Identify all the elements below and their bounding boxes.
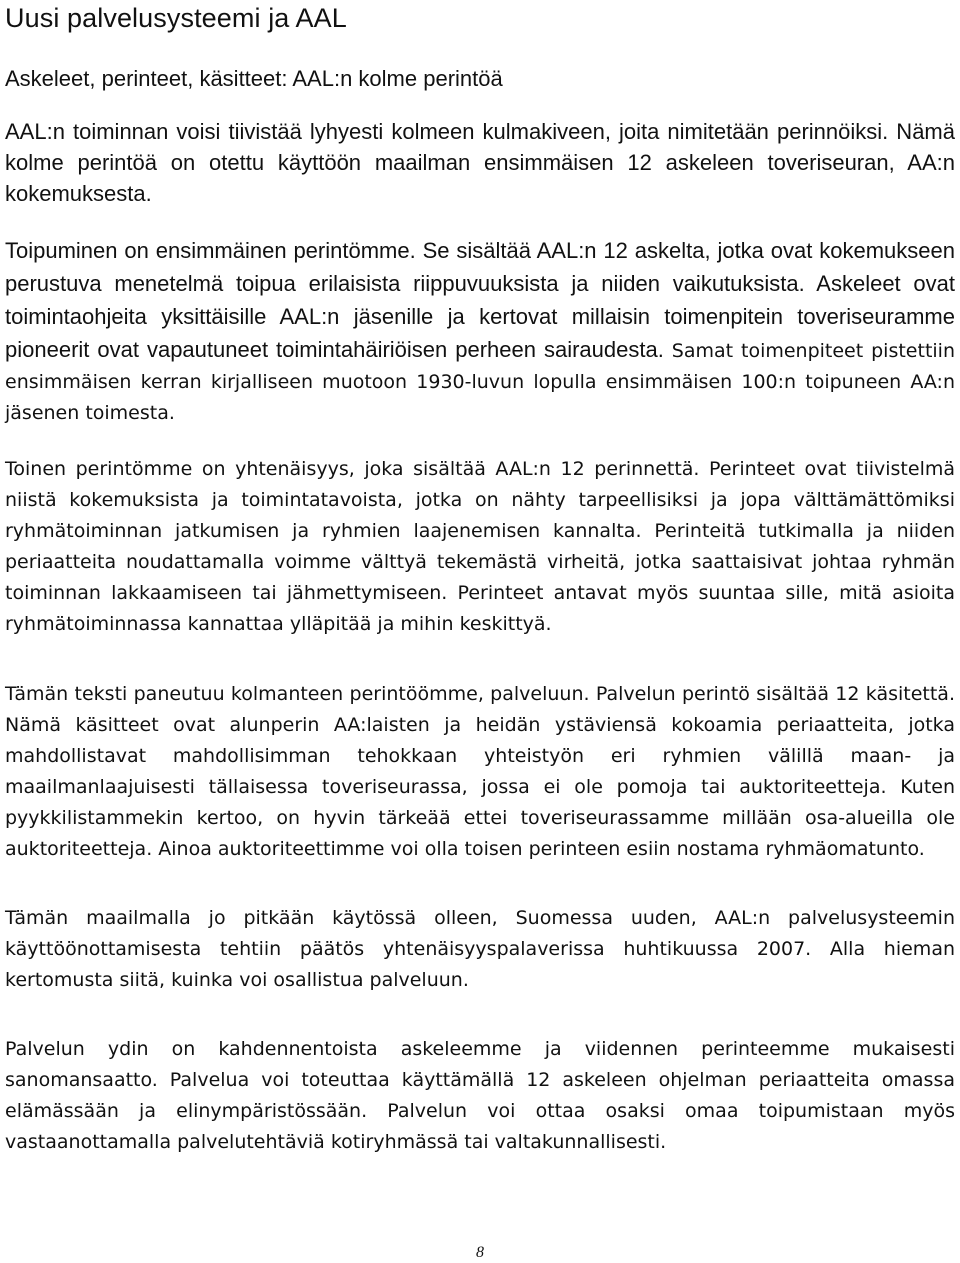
section-heading: Askeleet, perinteet, käsitteet: AAL:n kolme perintöä — [5, 66, 503, 91]
intro-paragraph: AAL:n toiminnan voisi tiivistää lyhyesti kolmeen kulmakiveen, joita nimitetään perinnöiksi. Nämä kolme perintöä on otettu käyttöön maailman ensimmäisen 12 askeleen toveriseuran, AA:n kokemuksesta. — [5, 119, 955, 206]
recovery-paragraph-rest: Samat toimenpiteet pistettiin ensimmäisen kerran kirjalliseen muotoon 1930-luvun lopulla ensimmäisen 100:n toipuneen AA:n jäsenen toimesta. — [5, 340, 955, 424]
new-service-system-paragraph: Tämän maailmalla jo pitkään käytössä olleen, Suomessa uuden, AAL:n palvelusysteemin käyttöönottamisesta tehtiin päätös yhtenäisyyspalaverissa huhtikuussa 2007. Alla hieman kertomusta siitä, kuinka voi osallistua palveluun. — [5, 907, 955, 991]
page-title: Uusi palvelusysteemi ja AAL — [5, 3, 347, 33]
document-page — [5, 0, 955, 1158]
page-number: 8 — [476, 1244, 484, 1261]
recovery-paragraph — [5, 235, 955, 429]
service-heritage-paragraph: Tämän teksti paneutuu kolmanteen perintöömme, palveluun. Palvelun perintö sisältää 12 käsitettä. Nämä käsitteet ovat alunperin AA:laisten ja heidän ystäviensä kokoamia periaatteita, jotka mahdollistavat mahdollisimman tehokkaan yhteistyön eri ryhmien välillä maan- ja maailmanlaajuisesti tällaisessa toveriseurassa, jossa ei ole pomoja tai auktoriteetteja. Kuten pyykkilistammekin kertoo, on hyvin tärkeää ettei toveriseurassamme millään osa-alueilla ole auktoriteetteja. Ainoa auktoriteettimme voi olla toisen perinteen esiin nostama ryhmäomatunto. — [5, 683, 955, 860]
service-core-paragraph: Palvelun ydin on kahdennentoista askeleemme ja viidennen perinteemme mukaisesti sanomansaatto. Palvelua voi toteuttaa käyttämällä 12 askeleen ohjelman periaatteita omassa elämässään ja elinympäristössään. Palvelun voi ottaa osaksi omaa toipumistaan myös vastaanottamalla palvelutehtäviä kotiryhmässä tai valtakunnallisesti. — [5, 1038, 955, 1153]
unity-paragraph: Toinen perintömme on yhtenäisyys, joka sisältää AAL:n 12 perinnettä. Perinteet ovat tiivistelmä niistä kokemuksista ja toimintatavoista, jotka on nähty tarpeellisiksi ja jopa välttämättömiksi ryhmätoiminnan jatkumisen ja ryhmien laajenemisen kannalta. Perinteitä tutkimalla ja niiden periaatteita noudattamalla voimme välttyä tekemästä virheitä, jotka saattaisivat johtaa ryhmän toiminnan lakkaamiseen tai jähmettymiseen. Perinteet antavat myös suuntaa sille, mitä asioita ryhmätoiminnassa kannattaa ylläpitää ja mihin keskittyä. — [5, 458, 955, 635]
recovery-paragraph-lead: Toipuminen on ensimmäinen perintömme. Se sisältää AAL:n 12 askelta, jotka ovat kokemukseen perustuva menetelmä toipua erilaisista riippuvuuksista ja niiden vaikutuksista. Askeleet ovat toimintaohjeita yksittäisille AAL:n jäsenille ja kertovat millaisin toimenpitein toveriseuramme pioneerit ovat vapautuneet toimintahäiriöisen perheen sairaudesta. — [5, 238, 955, 362]
